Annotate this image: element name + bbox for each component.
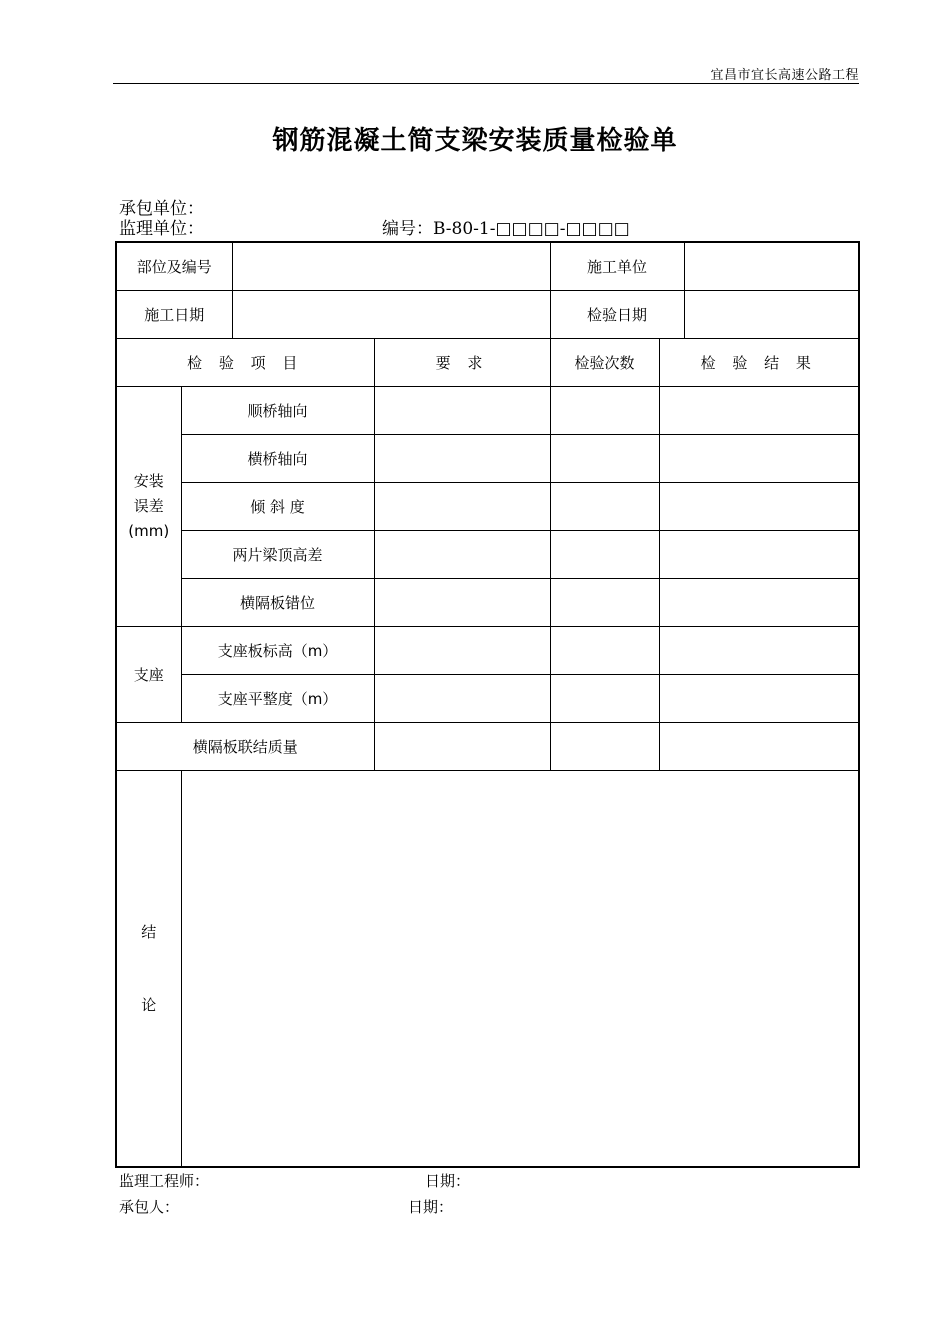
- count-cell[interactable]: [550, 482, 659, 530]
- conclusion-field[interactable]: [181, 770, 859, 1167]
- item-label: 顺桥轴向: [181, 386, 374, 434]
- column-header-result: 检 验 结 果: [659, 338, 859, 386]
- header-divider: [113, 83, 859, 84]
- result-cell[interactable]: [659, 626, 859, 674]
- count-cell[interactable]: [550, 674, 659, 722]
- count-cell[interactable]: [550, 530, 659, 578]
- inspection-date-label: 检验日期: [550, 290, 684, 338]
- requirement-cell[interactable]: [374, 674, 550, 722]
- item-label: 两片梁顶高差: [181, 530, 374, 578]
- construction-unit-label: 施工单位: [550, 242, 684, 290]
- count-cell[interactable]: [550, 386, 659, 434]
- form-title: 钢筋混凝土简支梁安装质量检验单: [272, 126, 678, 156]
- contractor-label: 承包单位：: [119, 199, 204, 219]
- item-label: 支座板标高（m）: [181, 626, 374, 674]
- count-cell[interactable]: [550, 626, 659, 674]
- column-header-requirement: 要 求: [374, 338, 550, 386]
- result-cell[interactable]: [659, 578, 859, 626]
- count-cell[interactable]: [550, 578, 659, 626]
- requirement-cell[interactable]: [374, 578, 550, 626]
- result-cell[interactable]: [659, 386, 859, 434]
- contractor-date-label: 日期：: [408, 1198, 454, 1216]
- item-label: 支座平整度（m）: [181, 674, 374, 722]
- count-cell[interactable]: [550, 722, 659, 770]
- result-cell[interactable]: [659, 530, 859, 578]
- bearing-group-label: 支座: [116, 626, 181, 722]
- requirement-cell[interactable]: [374, 626, 550, 674]
- requirement-cell[interactable]: [374, 530, 550, 578]
- result-cell[interactable]: [659, 434, 859, 482]
- requirement-cell[interactable]: [374, 482, 550, 530]
- contractor-person-label: 承包人：: [119, 1198, 180, 1216]
- install-error-group-label: 安装 误差 (mm): [116, 386, 181, 626]
- item-label: 横隔板错位: [181, 578, 374, 626]
- construction-unit-field[interactable]: [684, 242, 859, 290]
- construction-date-field[interactable]: [232, 290, 550, 338]
- item-label: 横隔板联结质量: [116, 722, 374, 770]
- requirement-cell[interactable]: [374, 434, 550, 482]
- inspection-table: [115, 241, 860, 1168]
- supervisor-label: 监理单位：: [119, 219, 204, 239]
- conclusion-label: 结 论: [116, 770, 181, 1167]
- item-label: 倾 斜 度: [181, 482, 374, 530]
- count-cell[interactable]: [550, 434, 659, 482]
- requirement-cell[interactable]: [374, 386, 550, 434]
- supervisor-engineer-label: 监理工程师：: [119, 1172, 210, 1190]
- construction-date-label: 施工日期: [116, 290, 232, 338]
- location-field[interactable]: [232, 242, 550, 290]
- item-label: 横桥轴向: [181, 434, 374, 482]
- requirement-cell[interactable]: [374, 722, 550, 770]
- form-code: 编号：B-80-1-□□□□-□□□□: [382, 219, 630, 239]
- inspection-date-field[interactable]: [684, 290, 859, 338]
- column-header-item: 检 验 项 目: [116, 338, 374, 386]
- location-label: 部位及编号: [116, 242, 232, 290]
- column-header-count: 检验次数: [550, 338, 659, 386]
- supervisor-date-label: 日期：: [425, 1172, 471, 1190]
- result-cell[interactable]: [659, 674, 859, 722]
- result-cell[interactable]: [659, 482, 859, 530]
- project-name: 宜昌市宜长高速公路工程: [710, 68, 859, 83]
- result-cell[interactable]: [659, 722, 859, 770]
